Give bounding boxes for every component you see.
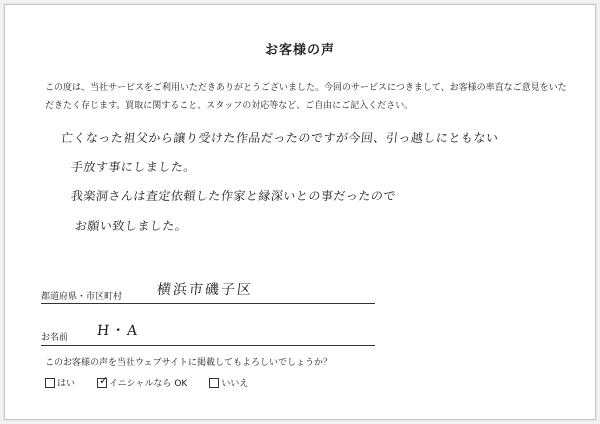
intro-text [45,79,575,115]
checkbox-yes[interactable] [45,378,55,388]
feedback-form [4,4,596,420]
publish-question: このお客様の声を当社ウェブサイトに掲載してもよろしいでしょうか？ [45,358,333,368]
intro-line-2: だきたく存じます。買取に関すること、スタッフの対応等など、ご自由にご記入ください。 [45,101,414,111]
option-yes-label: はい [57,379,76,389]
comment-line-2: 手放す事にしました。 [70,160,197,174]
checkbox-no[interactable] [209,378,219,388]
checkbox-initials-ok[interactable] [97,373,109,388]
form-title: お客様の声 [264,43,335,58]
publish-options [45,373,249,389]
option-no-label: いいえ [221,379,249,389]
option-initials-ok-label: イニシャルなら OK [109,379,188,389]
prefecture-underline [41,303,375,304]
option-no[interactable] [209,376,248,389]
comment-line-4: お願い致しました。 [74,219,189,233]
name-underline [41,345,375,346]
option-yes[interactable] [45,376,75,389]
comment-line-3: 我楽洞さんは査定依頼した作家と縁深いとの事だったので [70,189,397,203]
intro-line-1: この度は、当社サービスをご利用いただきありがとうございました。今回のサービスにつきまして、お客様の率直なご意見をいた [45,83,567,93]
prefecture-value: 横浜市磯子区 [156,282,254,298]
name-label: お名前 [41,333,69,343]
comment-line-1: 亡くなった祖父から譲り受けた作品だったのですが今回、引っ越しにともない [60,131,500,145]
name-value: H・A [96,323,141,339]
option-initials-ok[interactable] [97,373,188,389]
check-mark-icon: ✓ [99,373,109,387]
prefecture-label: 都道府県・市区町村 [41,292,123,302]
